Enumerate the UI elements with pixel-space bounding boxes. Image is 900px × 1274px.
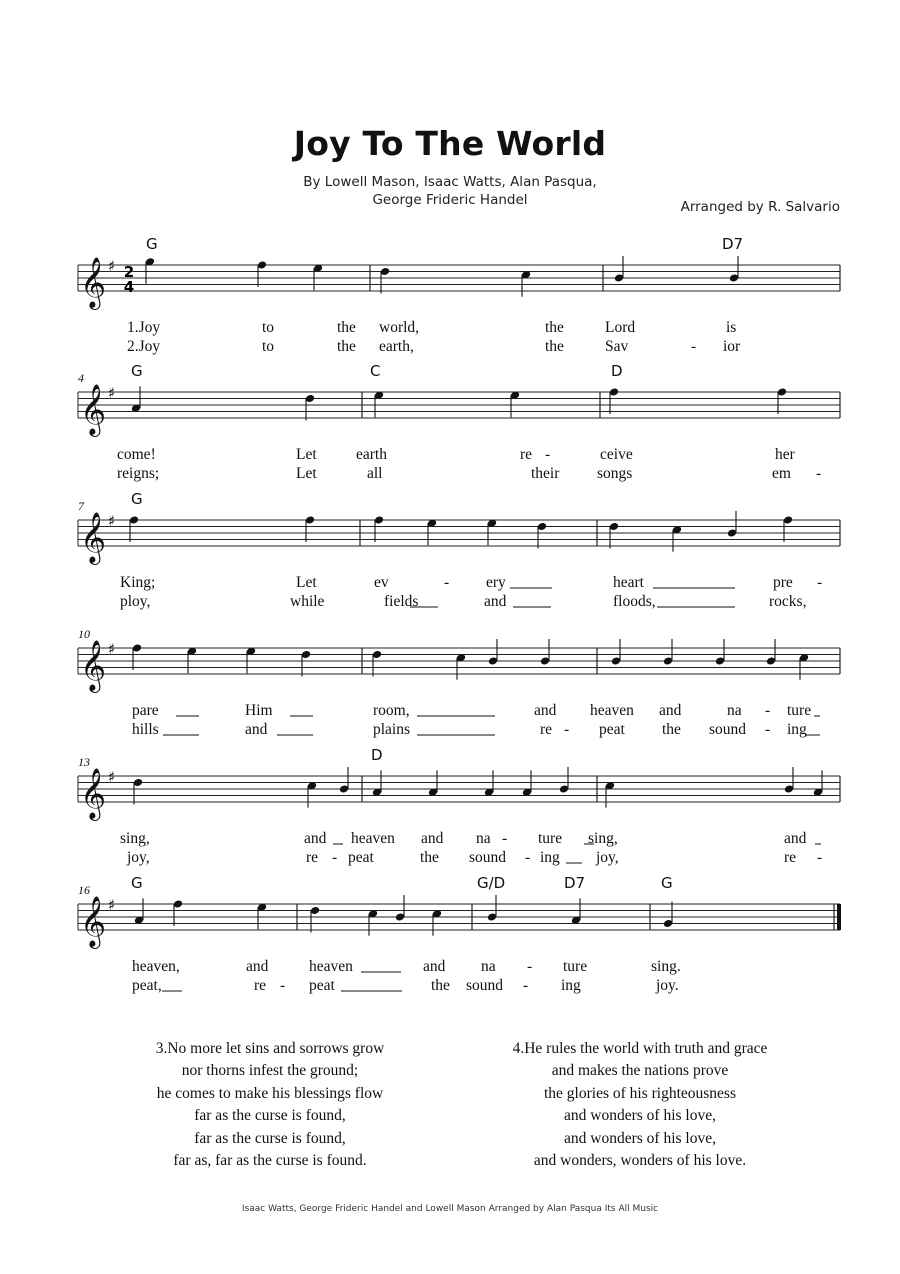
lyric-verse-2: their (531, 465, 560, 482)
lyric-verse-1: her (775, 446, 795, 463)
key-signature-sharp-icon: ♯ (108, 768, 116, 786)
lyric-verse-2: songs (597, 465, 633, 482)
lyric-verse-1: re (520, 446, 533, 463)
lyric-verse-2: plains (373, 721, 411, 738)
verse-4-line: 4.He rules the world with truth and grace (512, 1040, 768, 1057)
key-signature-sharp-icon: ♯ (108, 512, 116, 530)
chord-symbol: G (131, 874, 143, 892)
verse-4-line: and wonders, wonders of his love. (533, 1152, 747, 1170)
lyric-verse-2: - (280, 977, 286, 994)
treble-clef-icon: 𝄞 (80, 640, 107, 691)
verse-4-line: and wonders of his love, (564, 1129, 716, 1147)
lyric-verse-2: em (772, 465, 791, 482)
lyric-verse-1: King; (120, 574, 156, 591)
lyric-verse-1: pre (773, 574, 793, 591)
lyric-verse-1: na (727, 702, 742, 719)
composer-credit-line-1: By Lowell Mason, Isaac Watts, Alan Pasqua, (303, 174, 597, 190)
lyric-verse-2: - (816, 465, 822, 482)
lyric-verse-1: pare (132, 702, 159, 719)
final-barline-thick (837, 904, 841, 930)
lyric-verse-2: - (525, 849, 531, 866)
lyric-verse-2: all (367, 465, 383, 482)
lyric-verse-1: and (421, 830, 444, 847)
verse-3-line: far as, far as the curse is found. (173, 1152, 367, 1170)
lyric-verse-2: the (545, 338, 564, 355)
lyric-verse-2: the (662, 721, 681, 738)
lyric-verse-2: sound (466, 977, 504, 994)
time-signature-top: 2 (123, 263, 135, 281)
lyric-verse-1: Him (245, 702, 273, 719)
staff-systems (78, 235, 841, 994)
lyric-verse-2: ploy, (120, 593, 151, 610)
lyric-verse-2: - (564, 721, 570, 738)
lyric-verse-2: re (540, 721, 553, 738)
lyric-verse-2: and (484, 593, 507, 610)
lyric-verse-1: ture (787, 702, 812, 719)
chord-symbol: G (661, 874, 673, 892)
lyric-verse-1: na (476, 830, 491, 847)
composer-credit-line-2: George Frideric Handel (372, 192, 528, 208)
treble-clef-icon: 𝄞 (80, 512, 107, 563)
measure-number: 4 (78, 371, 84, 385)
chord-symbol: G (131, 362, 143, 380)
lyric-verse-1: heaven (351, 830, 395, 847)
lyric-verse-2: hills (132, 721, 159, 738)
lyric-verse-2: reigns; (117, 465, 160, 482)
lyric-verse-2: re (254, 977, 267, 994)
lyric-verse-1: heart (613, 574, 644, 591)
lyric-verse-1: to (262, 319, 275, 336)
verse-4-line: and makes the nations prove (551, 1062, 729, 1080)
lyric-verse-2: rocks, (769, 593, 807, 610)
chord-symbol: G/D (477, 874, 506, 892)
lyric-verse-2: ior (723, 338, 741, 355)
lyric-verse-1: is (726, 319, 737, 336)
lyric-verse-2: 2.Joy (127, 338, 161, 355)
lyric-verse-1: and (534, 702, 557, 719)
lyric-verse-2: Let (296, 465, 317, 482)
verse-3-line: far as the curse is found, (194, 1107, 346, 1125)
lyric-verse-2: ing (787, 721, 807, 738)
lyric-verse-1: - (444, 574, 450, 591)
lyric-verse-1: Lord (605, 319, 636, 336)
lyric-verse-1: and (784, 830, 807, 847)
lyric-verse-2: the (337, 338, 356, 355)
lyric-verse-1: ture (538, 830, 563, 847)
lyric-verse-1: ery (486, 574, 506, 591)
lyric-verse-1: 1.Joy (127, 319, 161, 336)
lyric-verse-1: Let (296, 446, 317, 463)
lyric-verse-2: re (784, 849, 797, 866)
lyric-verse-2: peat (348, 849, 374, 866)
lyric-verse-1: and (246, 958, 269, 975)
lyric-verse-1: heaven (309, 958, 353, 975)
time-signature-bottom: 4 (123, 278, 135, 296)
lyric-verse-2: fields (384, 593, 419, 610)
lyric-verse-1: - (502, 830, 508, 847)
verse-3-line: far as the curse is found, (194, 1129, 346, 1147)
lyric-verse-2: sound (469, 849, 507, 866)
lyric-verse-1: come! (117, 446, 156, 463)
lyric-verse-1: ture (563, 958, 588, 975)
lyric-verse-1: sing, (120, 830, 150, 847)
measure-number: 7 (78, 499, 84, 513)
lyric-verse-2: peat (309, 977, 335, 994)
verse-4-line: the glories of his righteousness (543, 1084, 736, 1102)
staff-system (78, 627, 840, 738)
copyright-footer: Isaac Watts, George Frideric Handel and Lowell Mason Arranged by Alan Pasqua Its All Music (241, 1204, 659, 1214)
lyric-verse-2: ing (561, 977, 581, 994)
lyric-verse-2: joy, (596, 849, 619, 866)
treble-clef-icon: 𝄞 (80, 896, 107, 947)
verse-3-line: he comes to make his blessings flow (156, 1084, 384, 1102)
lyric-verse-1: ceive (600, 446, 633, 463)
verse-4 (470, 1038, 810, 1172)
lyric-verse-2: peat (599, 721, 625, 738)
verse-3 (100, 1038, 440, 1172)
lyric-verse-2: the (420, 849, 439, 866)
key-signature-sharp-icon: ♯ (108, 896, 116, 914)
verse-4-line: and wonders of his love, (564, 1107, 716, 1125)
staff-system (78, 362, 840, 482)
treble-clef-icon: 𝄞 (80, 768, 107, 819)
lyric-verse-1: Let (296, 574, 317, 591)
verse-3-line: nor thorns infest the ground; (181, 1062, 359, 1080)
chord-symbol: G (131, 490, 143, 508)
lyric-verse-1: and (659, 702, 682, 719)
chord-symbol: D7 (564, 874, 586, 892)
lyric-verse-2: - (765, 721, 771, 738)
lyric-verse-2: floods, (613, 593, 656, 610)
lyric-verse-1: sing, (588, 830, 618, 847)
song-title: Joy To The World (293, 124, 607, 163)
lyric-verse-1: - (765, 702, 771, 719)
lyric-verse-1: sing. (651, 958, 681, 975)
measure-number: 16 (78, 883, 90, 897)
lyric-verse-2: - (332, 849, 338, 866)
treble-clef-icon: 𝄞 (80, 257, 107, 308)
lyric-verse-2: to (262, 338, 275, 355)
lyric-verse-2: joy, (127, 849, 150, 866)
key-signature-sharp-icon: ♯ (108, 640, 116, 658)
lyric-verse-1: ev (374, 574, 389, 591)
chord-symbol: D (611, 362, 623, 380)
staff-system (78, 235, 840, 355)
lyric-verse-2: ing (540, 849, 560, 866)
chord-symbol: D (371, 746, 383, 764)
lyric-verse-1: earth (356, 446, 387, 463)
lyric-verse-2: - (817, 849, 823, 866)
lyric-verse-1: the (545, 319, 564, 336)
lyric-verse-2: - (523, 977, 529, 994)
lyric-verse-2: and (245, 721, 268, 738)
arranger-credit: Arranged by R. Salvario (680, 199, 840, 215)
lyric-verse-2: the (431, 977, 450, 994)
lyric-verse-1: and (304, 830, 327, 847)
lyric-verse-1: heaven, (132, 958, 180, 975)
chord-symbol: G (146, 235, 158, 253)
lyric-verse-2: peat, (132, 977, 162, 994)
measure-number: 13 (78, 755, 90, 769)
key-signature-sharp-icon: ♯ (108, 257, 116, 275)
chord-symbol: D7 (722, 235, 744, 253)
lyric-verse-2: joy. (656, 977, 679, 994)
lyric-verse-1: - (817, 574, 823, 591)
lyric-verse-1: the (337, 319, 356, 336)
lyric-verse-2: re (306, 849, 319, 866)
treble-clef-icon: 𝄞 (80, 384, 107, 435)
lyric-verse-2: sound (709, 721, 747, 738)
lyric-verse-1: heaven (590, 702, 634, 719)
lyric-verse-1: and (423, 958, 446, 975)
chord-symbol: C (370, 362, 381, 380)
lyric-verse-1: - (545, 446, 551, 463)
lyric-verse-2: while (290, 593, 325, 610)
key-signature-sharp-icon: ♯ (108, 384, 116, 402)
staff-system (78, 490, 840, 610)
staff-system (78, 874, 841, 994)
lyric-verse-1: room, (373, 702, 410, 719)
measure-number: 10 (78, 627, 90, 641)
lyric-verse-1: na (481, 958, 496, 975)
verse-3-line: 3.No more let sins and sorrows grow (155, 1040, 385, 1057)
lyric-verse-2: earth, (379, 338, 414, 355)
lyric-verse-1: world, (379, 319, 420, 336)
lyric-verse-2: Sav (605, 338, 629, 355)
lyric-verse-1: - (527, 958, 533, 975)
lyric-verse-2: - (691, 338, 697, 355)
staff-system (78, 746, 840, 866)
